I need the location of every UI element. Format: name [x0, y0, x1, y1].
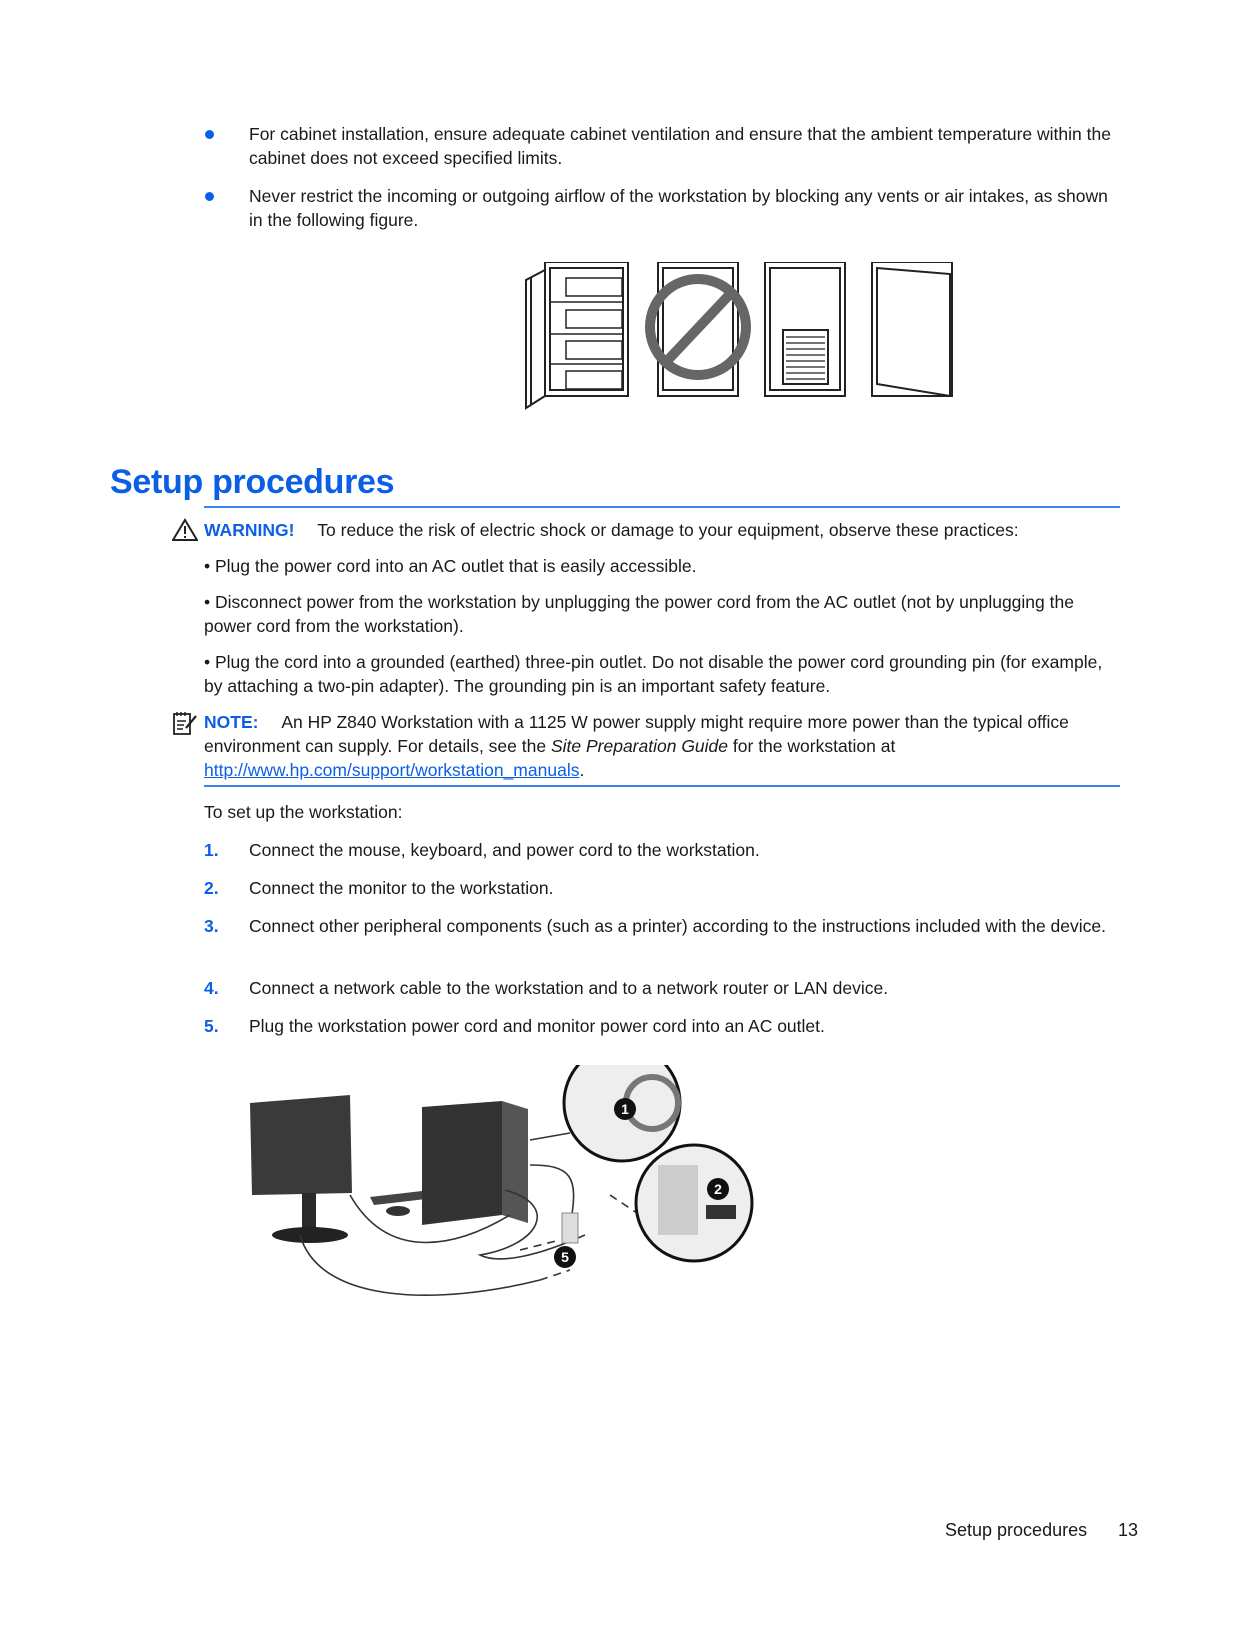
warning-icon: [172, 518, 198, 542]
step-number: 2.: [204, 878, 219, 898]
ventilation-figure: [520, 262, 970, 412]
warning-item: • Plug the power cord into an AC outlet that is easily accessible.: [204, 556, 697, 576]
workstation-manuals-link[interactable]: http://www.hp.com/support/workstation_manuals: [204, 760, 580, 780]
warning-item: • Plug the cord into a grounded (earthed) three-pin outlet. Do not disable the power cord grounding pin (for example, by attaching a two-pin adapter). The grounding pin is an important safety feature.: [204, 652, 1103, 696]
note-text: [204, 710, 1124, 782]
step-text: Connect a network cable to the workstation and to a network router or LAN device.: [249, 978, 889, 998]
step-text: Connect the mouse, keyboard, and power cord to the workstation.: [249, 840, 760, 860]
note-body-end: for the workstation at: [732, 736, 896, 756]
page-number: 13: [1118, 1520, 1139, 1540]
callout-5: 5: [554, 1246, 576, 1268]
warning-item: • Disconnect power from the workstation by unplugging the power cord from the AC outlet (not by unplugging the power cord from the workstation).: [204, 592, 1074, 636]
note-icon: [172, 710, 198, 736]
open-cabinet-illustration: [526, 262, 628, 408]
vented-cabinet-illustration: [765, 262, 845, 396]
warning-label: WARNING!: [204, 520, 295, 540]
keyboard-mouse-illustration: [370, 1191, 426, 1216]
wall-outlet-illustration: [562, 1213, 578, 1243]
note-bottom-rule: [204, 785, 1120, 787]
note-body: An HP Z840 Workstation with a 1125 W power supply might require more power than the typical office environment can supply. For details, see the: [204, 712, 1069, 756]
step-number: 3.: [204, 916, 219, 936]
note-label: NOTE:: [204, 712, 259, 732]
warning-heading: [204, 518, 1124, 542]
section-title: Setup procedures: [110, 463, 395, 501]
step-text: Plug the workstation power cord and monitor power cord into an AC outlet.: [249, 1016, 825, 1036]
warning-top-rule: [204, 506, 1120, 508]
workstation-tower-illustration: [422, 1101, 528, 1225]
monitor-illustration: [250, 1095, 352, 1243]
bullet-dot: [205, 130, 214, 139]
step-text: Connect other peripheral components (such as a printer) according to the instructions included with the device.: [249, 916, 1106, 936]
step-text: Connect the monitor to the workstation.: [249, 878, 554, 898]
setup-figure: [240, 1065, 780, 1315]
intro-text: To set up the workstation:: [204, 802, 403, 822]
callout-1: 1: [614, 1098, 636, 1120]
step-number: 5.: [204, 1016, 219, 1036]
warning-text: To reduce the risk of electric shock or damage to your equipment, observe these practices:: [317, 520, 1019, 540]
bullet-text: For cabinet installation, ensure adequate cabinet ventilation and ensure that the ambient temperature within the cabinet does not exceed specified limits.: [249, 124, 1111, 168]
bullet-text: Never restrict the incoming or outgoing airflow of the workstation by blocking any vents or air intakes, as shown in the following figure.: [249, 186, 1108, 230]
open-door-cabinet-illustration: [872, 262, 952, 396]
note-guide-title: Site Preparation Guide: [550, 736, 729, 756]
step-number: 4.: [204, 978, 219, 998]
callout-2: 2: [707, 1178, 729, 1200]
note-period: .: [579, 760, 585, 780]
bullet-dot: [205, 192, 214, 201]
step-number: 1.: [204, 840, 219, 860]
footer-title: Setup procedures: [945, 1520, 1088, 1540]
